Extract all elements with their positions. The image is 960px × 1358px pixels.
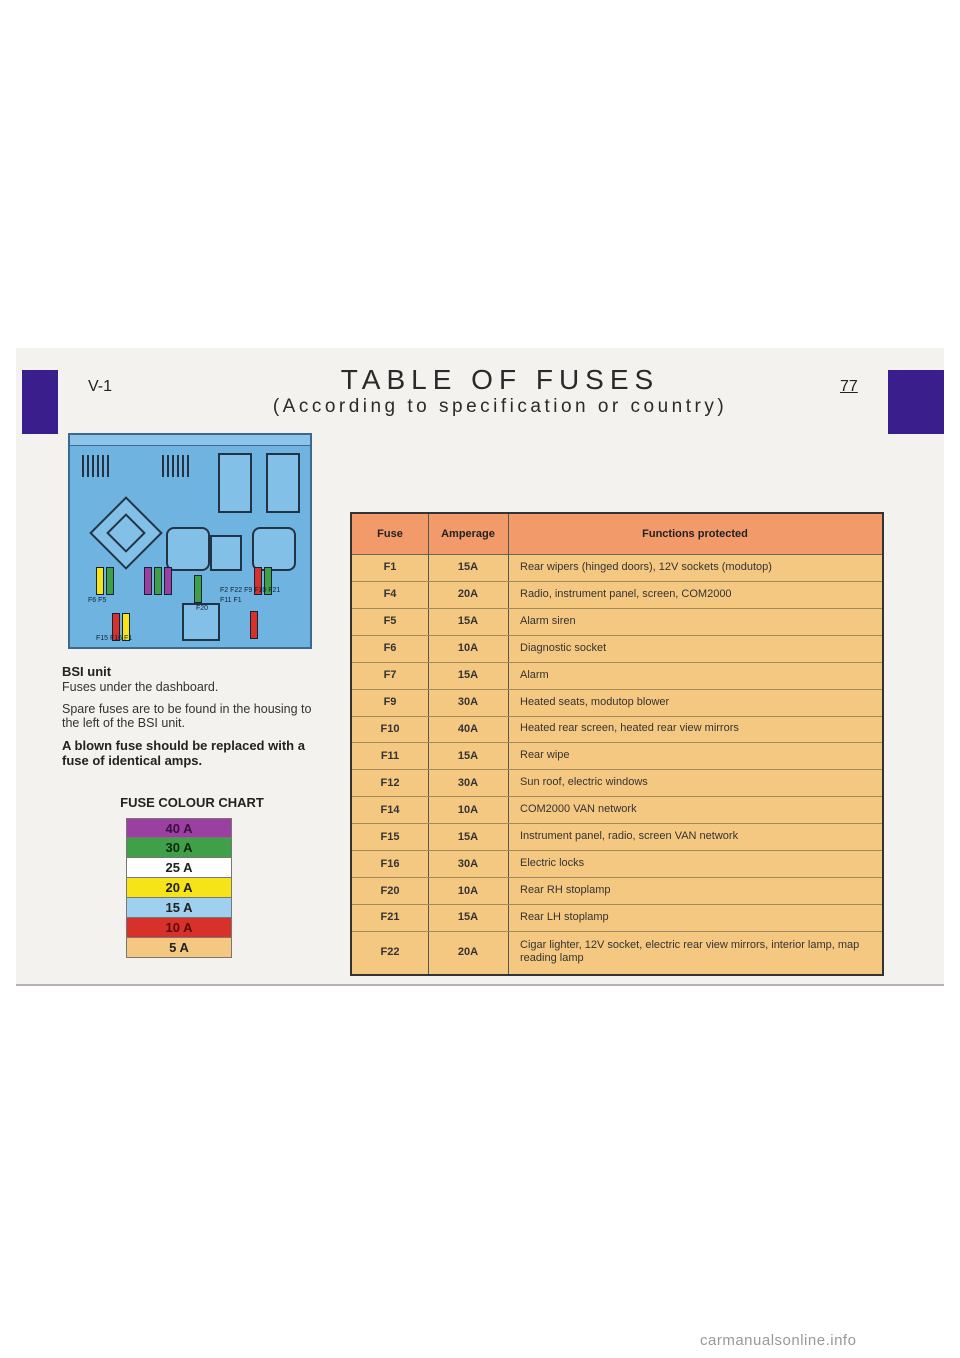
fuse-cell: F20 bbox=[380, 884, 400, 897]
fuse-cell: F14 bbox=[380, 803, 400, 816]
functions-cell: Sun roof, electric windows bbox=[520, 776, 648, 789]
table-row bbox=[352, 581, 882, 609]
fuse-cell: F6 bbox=[383, 642, 397, 655]
section-tab-left bbox=[22, 370, 58, 434]
fuse-cell: F16 bbox=[380, 857, 400, 870]
fuse-cell: F5 bbox=[383, 615, 397, 628]
functions-cell: Rear RH stoplamp bbox=[520, 884, 611, 897]
header-fuse: Fuse bbox=[377, 528, 403, 540]
table-row bbox=[352, 904, 882, 932]
diagram-label: F2 F22 F9 F10 F21 bbox=[220, 587, 281, 594]
header-functions: Functions protected bbox=[642, 528, 748, 540]
table-row bbox=[352, 608, 882, 636]
diagram-fuse bbox=[250, 611, 258, 639]
functions-cell: Rear wipers (hinged doors), 12V sockets (modutop) bbox=[520, 560, 772, 573]
amperage-cell: 15A bbox=[457, 669, 479, 682]
amperage-cell: 10A bbox=[457, 884, 479, 897]
fuse-cell: F1 bbox=[383, 561, 397, 574]
functions-cell: Instrument panel, radio, screen VAN network bbox=[520, 830, 739, 843]
diagram-fuse bbox=[194, 575, 202, 603]
table-row bbox=[352, 931, 882, 974]
table-row bbox=[352, 850, 882, 878]
table-row bbox=[352, 635, 882, 663]
blown-fuse-warning: A blown fuse should be replaced with a fuse of identical amps. bbox=[62, 738, 305, 768]
diagram-fuse bbox=[106, 567, 114, 595]
table-row bbox=[352, 742, 882, 770]
section-tab-right bbox=[888, 370, 944, 434]
diagram-relay bbox=[166, 527, 210, 571]
colour-swatch: 20 A bbox=[126, 878, 232, 898]
functions-cell: Rear LH stoplamp bbox=[520, 910, 609, 923]
amperage-cell: 10A bbox=[457, 642, 479, 655]
fuse-cell: F4 bbox=[383, 588, 397, 601]
diagram-relay bbox=[218, 453, 252, 513]
diagram-top-bar bbox=[70, 435, 310, 446]
functions-cell: Heated seats, modutop blower bbox=[520, 695, 670, 708]
amperage-cell: 30A bbox=[457, 696, 479, 709]
amperage-cell: 15A bbox=[457, 561, 479, 574]
diagram-fuse bbox=[164, 567, 172, 595]
amperage-cell: 20A bbox=[457, 946, 479, 959]
fuse-cell: F9 bbox=[383, 696, 397, 709]
table-row bbox=[352, 689, 882, 717]
diagram-label: F20 bbox=[196, 605, 209, 612]
functions-cell: Rear wipe bbox=[520, 749, 570, 762]
amperage-cell: 15A bbox=[457, 830, 479, 843]
page-number: 77 bbox=[840, 378, 858, 395]
functions-cell: Cigar lighter, 12V socket, electric rear view mirrors, interior lamp, map reading lamp bbox=[520, 939, 860, 965]
table-row bbox=[352, 554, 882, 582]
table-row bbox=[352, 662, 882, 690]
colour-swatch: 30 A bbox=[126, 838, 232, 858]
diagram-relay bbox=[252, 527, 296, 571]
fuse-location-text: Fuses under the dashboard. bbox=[62, 680, 219, 694]
table-row bbox=[352, 796, 882, 824]
diagram-label: F6 F5 bbox=[88, 597, 107, 604]
amperage-cell: 15A bbox=[457, 615, 479, 628]
diagram-fuse bbox=[96, 567, 104, 595]
table-row bbox=[352, 769, 882, 797]
section-code: V-1 bbox=[88, 378, 113, 395]
amperage-cell: 15A bbox=[457, 911, 479, 924]
bsi-unit-heading: BSI unit bbox=[62, 664, 112, 679]
fuse-cell: F15 bbox=[380, 830, 400, 843]
table-row bbox=[352, 716, 882, 744]
diagram-fuse bbox=[154, 567, 162, 595]
colour-swatch: 40 A bbox=[126, 818, 232, 838]
header-amperage: Amperage bbox=[441, 528, 495, 540]
fuse-cell: F12 bbox=[380, 776, 400, 789]
watermark: carmanualsonline.info bbox=[700, 1332, 857, 1349]
amperage-cell: 30A bbox=[457, 776, 479, 789]
functions-cell: Radio, instrument panel, screen, COM2000 bbox=[520, 587, 732, 600]
diagram-label: F11 F1 bbox=[220, 597, 242, 604]
fuse-colour-chart-title: FUSE COLOUR CHART bbox=[120, 795, 264, 810]
amperage-cell: 20A bbox=[457, 588, 479, 601]
amperage-cell: 15A bbox=[457, 749, 479, 762]
diagram-fuse bbox=[144, 567, 152, 595]
colour-swatch: 10 A bbox=[126, 918, 232, 938]
functions-cell: Heated rear screen, heated rear view mirrors bbox=[520, 722, 739, 735]
diagram-relay bbox=[266, 453, 300, 513]
bsi-fuse-box-diagram bbox=[68, 433, 312, 649]
fuse-cell: F21 bbox=[380, 911, 400, 924]
amperage-cell: 40A bbox=[457, 722, 479, 735]
functions-cell: Alarm siren bbox=[520, 614, 576, 627]
functions-cell: Diagnostic socket bbox=[520, 641, 607, 654]
fuse-table-header bbox=[352, 514, 882, 555]
colour-swatch: 15 A bbox=[126, 898, 232, 918]
page-subtitle: (According to specification or country) bbox=[272, 396, 728, 417]
colour-swatch: 5 A bbox=[126, 938, 232, 958]
fuse-cell: F10 bbox=[380, 722, 400, 735]
fuse-table bbox=[350, 512, 884, 976]
diagram-connector bbox=[82, 455, 112, 477]
amperage-cell: 30A bbox=[457, 857, 479, 870]
diagram-relay bbox=[210, 535, 242, 571]
functions-cell: Alarm bbox=[520, 668, 549, 681]
functions-cell: Electric locks bbox=[520, 857, 585, 870]
functions-cell: COM2000 VAN network bbox=[520, 803, 637, 816]
colour-swatch: 25 A bbox=[126, 858, 232, 878]
amperage-cell: 10A bbox=[457, 803, 479, 816]
diagram-connector bbox=[162, 455, 192, 477]
fuse-cell: F7 bbox=[383, 669, 397, 682]
page-title: TABLE OF FUSES bbox=[340, 364, 660, 395]
table-row bbox=[352, 823, 882, 851]
fuse-cell: F11 bbox=[380, 749, 400, 762]
fuse-colour-chart bbox=[126, 818, 232, 958]
fuse-cell: F22 bbox=[380, 946, 400, 959]
table-row bbox=[352, 877, 882, 905]
spare-fuses-text: Spare fuses are to be found in the housing to the left of the BSI unit. bbox=[62, 702, 312, 730]
diagram-label: F15 F16 F1 bbox=[96, 635, 133, 642]
